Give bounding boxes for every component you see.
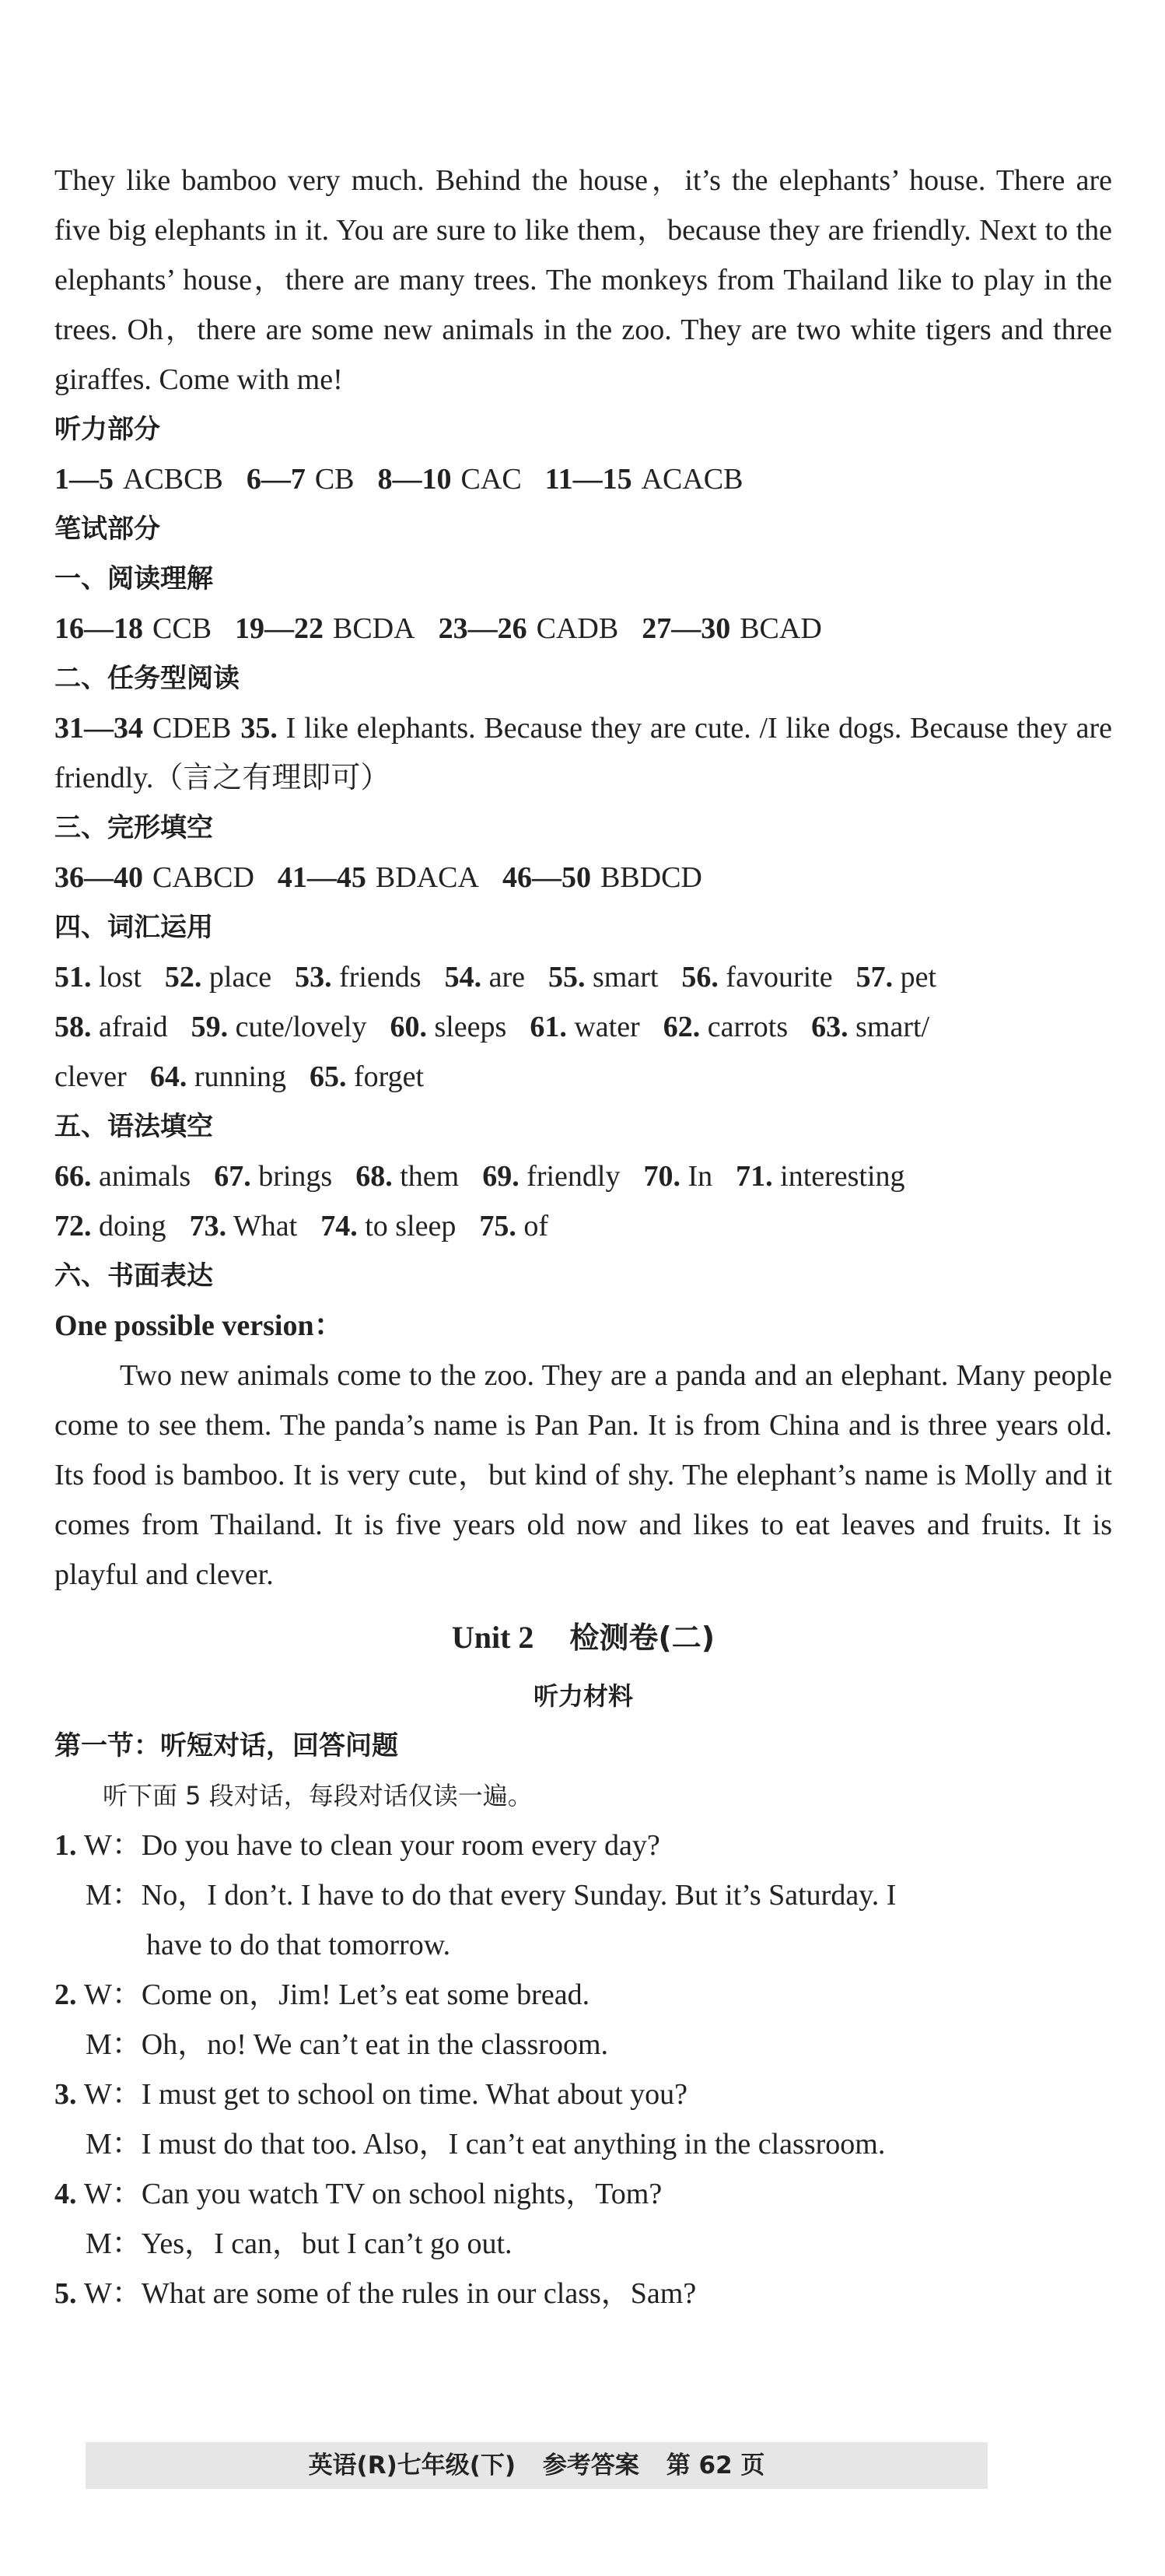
dialogue-number: 5. bbox=[54, 2277, 77, 2310]
vocab-answers-row bbox=[54, 952, 1112, 1002]
unit-title-en: Unit 2 bbox=[451, 1620, 534, 1655]
grammar-answers-row bbox=[54, 1151, 1112, 1201]
answer-value: pet bbox=[900, 961, 937, 994]
reading-heading: 一、阅读理解 bbox=[54, 563, 213, 594]
answer-value: In bbox=[687, 1160, 713, 1193]
dialogue-text: M：No，I don’t. I have to do that every Sunday. But it’s Saturday. I bbox=[86, 1879, 897, 1912]
question-number: 75. bbox=[479, 1210, 516, 1242]
answer-value: forget bbox=[354, 1060, 425, 1093]
answer-value: smart bbox=[592, 961, 659, 994]
question-number: 61. bbox=[530, 1011, 567, 1043]
question-number: 62. bbox=[663, 1011, 701, 1043]
question-number: 71. bbox=[736, 1160, 773, 1193]
answer-value: water bbox=[574, 1011, 640, 1043]
answer-range: 31—34 bbox=[54, 712, 143, 745]
question-number: 59. bbox=[191, 1011, 229, 1043]
answer-value: running bbox=[194, 1060, 287, 1093]
answer-value: CADB bbox=[536, 612, 619, 645]
answer-value: animals bbox=[99, 1160, 191, 1193]
dialogue-line bbox=[54, 2219, 1112, 2269]
answer-page bbox=[54, 156, 1112, 2318]
writing-heading: 六、书面表达 bbox=[54, 1260, 213, 1292]
answer-value: BCAD bbox=[740, 612, 822, 645]
grammar-heading: 五、语法填空 bbox=[54, 1111, 213, 1142]
listening-heading: 听力部分 bbox=[54, 414, 160, 445]
answer-value: clever bbox=[54, 1060, 127, 1093]
question-number: 54. bbox=[444, 961, 482, 994]
section1-instruction: 听下面 5 段对话，每段对话仅读一遍。 bbox=[103, 1781, 533, 1810]
question-number: 51. bbox=[54, 961, 92, 994]
dialogue-line bbox=[54, 2070, 1112, 2119]
dialogue-text: W：Can you watch TV on school nights，Tom? bbox=[84, 2178, 663, 2210]
question-number: 66. bbox=[54, 1160, 92, 1193]
dialogue-line bbox=[54, 1970, 1112, 2020]
answer-value: brings bbox=[258, 1160, 333, 1193]
question-number: 64. bbox=[149, 1060, 187, 1093]
answer-value: What bbox=[233, 1210, 298, 1242]
listening-answers-row bbox=[54, 454, 1112, 504]
dialogue-line bbox=[54, 1920, 1112, 1970]
answer-value: are bbox=[488, 961, 525, 994]
grammar-answers-row bbox=[54, 1201, 1112, 1251]
answer-value: afraid bbox=[99, 1011, 168, 1043]
question-number: 67. bbox=[214, 1160, 251, 1193]
dialogue-text: W：Come on，Jim! Let’s eat some bread. bbox=[84, 1978, 590, 2011]
dialogue-line bbox=[54, 2119, 1112, 2169]
listening-material-title: 听力材料 bbox=[533, 1681, 633, 1711]
answer-value: to sleep bbox=[365, 1210, 457, 1242]
dialogue-text: have to do that tomorrow. bbox=[146, 1929, 451, 1961]
question-number: 35. bbox=[240, 712, 278, 745]
dialogue-text: W：Do you have to clean your room every day? bbox=[84, 1829, 660, 1862]
intro-paragraph: They like bamboo very much. Behind the house，it’s the elephants’ house. There are five big elephants in it. You are sure to like them，because they are friendly. Next to the elephants’ house，there are many trees. The monkeys from Thailand like to play in the trees. Oh，there are some new animals in the zoo. They are two white tigers and three giraffes. Come with me! bbox=[54, 164, 1112, 396]
footer-section: 参考答案 bbox=[542, 2452, 639, 2480]
model-essay: Two new animals come to the zoo. They are a panda and an elephant. Many people come to see them. The panda’s name is Pan Pan. It is from China and is three years old. Its food is bamboo. It is very cute，but kind of shy. The elephant’s name is Molly and it comes from Thailand. It is five years old now and likes to eat leaves and fruits. It is playful and clever. bbox=[54, 1359, 1112, 1591]
answer-range: 8—10 bbox=[377, 463, 452, 496]
footer-page-number: 第 62 页 bbox=[666, 2452, 765, 2480]
task-heading: 二、任务型阅读 bbox=[54, 663, 240, 694]
question-number: 70. bbox=[643, 1160, 680, 1193]
dialogue-number: 4. bbox=[54, 2178, 77, 2210]
answer-range: 19—22 bbox=[235, 612, 324, 645]
answer-value: ACBCB bbox=[123, 463, 223, 496]
answer-value: friends bbox=[339, 961, 422, 994]
question-number: 68. bbox=[355, 1160, 393, 1193]
cloze-answers-row bbox=[54, 853, 1112, 902]
answer-value: CABCD bbox=[152, 861, 254, 894]
answer-value: BCDA bbox=[333, 612, 415, 645]
answer-value: cute/lovely bbox=[235, 1011, 367, 1043]
answer-range: 36—40 bbox=[54, 861, 143, 894]
question-number: 55. bbox=[548, 961, 586, 994]
answer-value: of bbox=[523, 1210, 548, 1242]
question-number: 74. bbox=[320, 1210, 358, 1242]
answer-range: 23—26 bbox=[438, 612, 527, 645]
dialogue-line bbox=[54, 2020, 1112, 2070]
question-number: 53. bbox=[295, 961, 332, 994]
answer-value: smart/ bbox=[855, 1011, 930, 1043]
answer-range: 27—30 bbox=[642, 612, 731, 645]
footer-subject: 英语(R)七年级(下) bbox=[308, 2452, 516, 2480]
question-number: 69. bbox=[482, 1160, 520, 1193]
section1-heading: 第一节：听短对话，回答问题 bbox=[54, 1730, 398, 1761]
question-number: 60. bbox=[390, 1011, 427, 1043]
question-number: 65. bbox=[310, 1060, 347, 1093]
unit-title-cn: 检测卷(二) bbox=[569, 1621, 715, 1655]
possible-version-label: One possible version： bbox=[54, 1309, 344, 1342]
answer-value: I like elephants. Because they are cute. /I like dogs. Because they are friendly.（言之有理即可） bbox=[54, 712, 1113, 794]
answer-value: interesting bbox=[780, 1160, 905, 1193]
vocab-answers-row bbox=[54, 1052, 1112, 1102]
dialogue-line bbox=[54, 2269, 1112, 2318]
page-footer bbox=[86, 2442, 988, 2489]
dialogue-line bbox=[54, 1821, 1112, 1870]
answer-range: 46—50 bbox=[502, 861, 591, 894]
question-number: 58. bbox=[54, 1011, 92, 1043]
dialogue-number: 2. bbox=[54, 1978, 77, 2011]
answer-range: 6—7 bbox=[246, 463, 306, 496]
dialogue-line bbox=[54, 1870, 1112, 1920]
dialogue-number: 1. bbox=[54, 1829, 77, 1862]
dialogue-text: W：I must get to school on time. What about you? bbox=[84, 2078, 688, 2111]
answer-value: carrots bbox=[707, 1011, 789, 1043]
answer-value: favourite bbox=[726, 961, 833, 994]
question-number: 56. bbox=[681, 961, 719, 994]
answer-value: BBDCD bbox=[600, 861, 702, 894]
answer-value: doing bbox=[99, 1210, 166, 1242]
dialogue-text: W：What are some of the rules in our class，Sam? bbox=[84, 2277, 697, 2310]
vocab-heading: 四、词汇运用 bbox=[54, 912, 213, 943]
cloze-heading: 三、完形填空 bbox=[54, 812, 213, 843]
dialogue-text: M：I must do that too. Also，I can’t eat anything in the classroom. bbox=[86, 2128, 886, 2161]
answer-range: 1—5 bbox=[54, 463, 114, 496]
answer-range: 16—18 bbox=[54, 612, 143, 645]
answer-value: CAC bbox=[460, 463, 522, 496]
answer-value: CB bbox=[314, 463, 355, 496]
answer-value: friendly bbox=[527, 1160, 621, 1193]
dialogue-line bbox=[54, 2169, 1112, 2219]
answer-value: CDEB bbox=[152, 712, 232, 745]
reading-answers-row bbox=[54, 604, 1112, 654]
unit-title bbox=[54, 1604, 1112, 1671]
written-heading: 笔试部分 bbox=[54, 513, 160, 545]
answer-value: them bbox=[400, 1160, 460, 1193]
question-number: 63. bbox=[811, 1011, 848, 1043]
answer-value: lost bbox=[99, 961, 142, 994]
answer-range: 41—45 bbox=[277, 861, 366, 894]
question-number: 73. bbox=[189, 1210, 227, 1242]
answer-value: sleeps bbox=[434, 1011, 507, 1043]
answer-value: place bbox=[208, 961, 272, 994]
dialogue-number: 3. bbox=[54, 2078, 77, 2111]
vocab-answers-row bbox=[54, 1002, 1112, 1052]
answer-value: BDACA bbox=[375, 861, 479, 894]
question-number: 72. bbox=[54, 1210, 92, 1242]
question-number: 52. bbox=[164, 961, 202, 994]
question-number: 57. bbox=[855, 961, 894, 994]
task-answers bbox=[54, 703, 1112, 803]
answer-value: ACACB bbox=[641, 463, 743, 496]
dialogue-text: M：Oh，no! We can’t eat in the classroom. bbox=[86, 2028, 608, 2061]
dialogue-text: M：Yes，I can，but I can’t go out. bbox=[86, 2227, 513, 2260]
answer-value: CCB bbox=[152, 612, 212, 645]
answer-range: 11—15 bbox=[544, 463, 632, 496]
